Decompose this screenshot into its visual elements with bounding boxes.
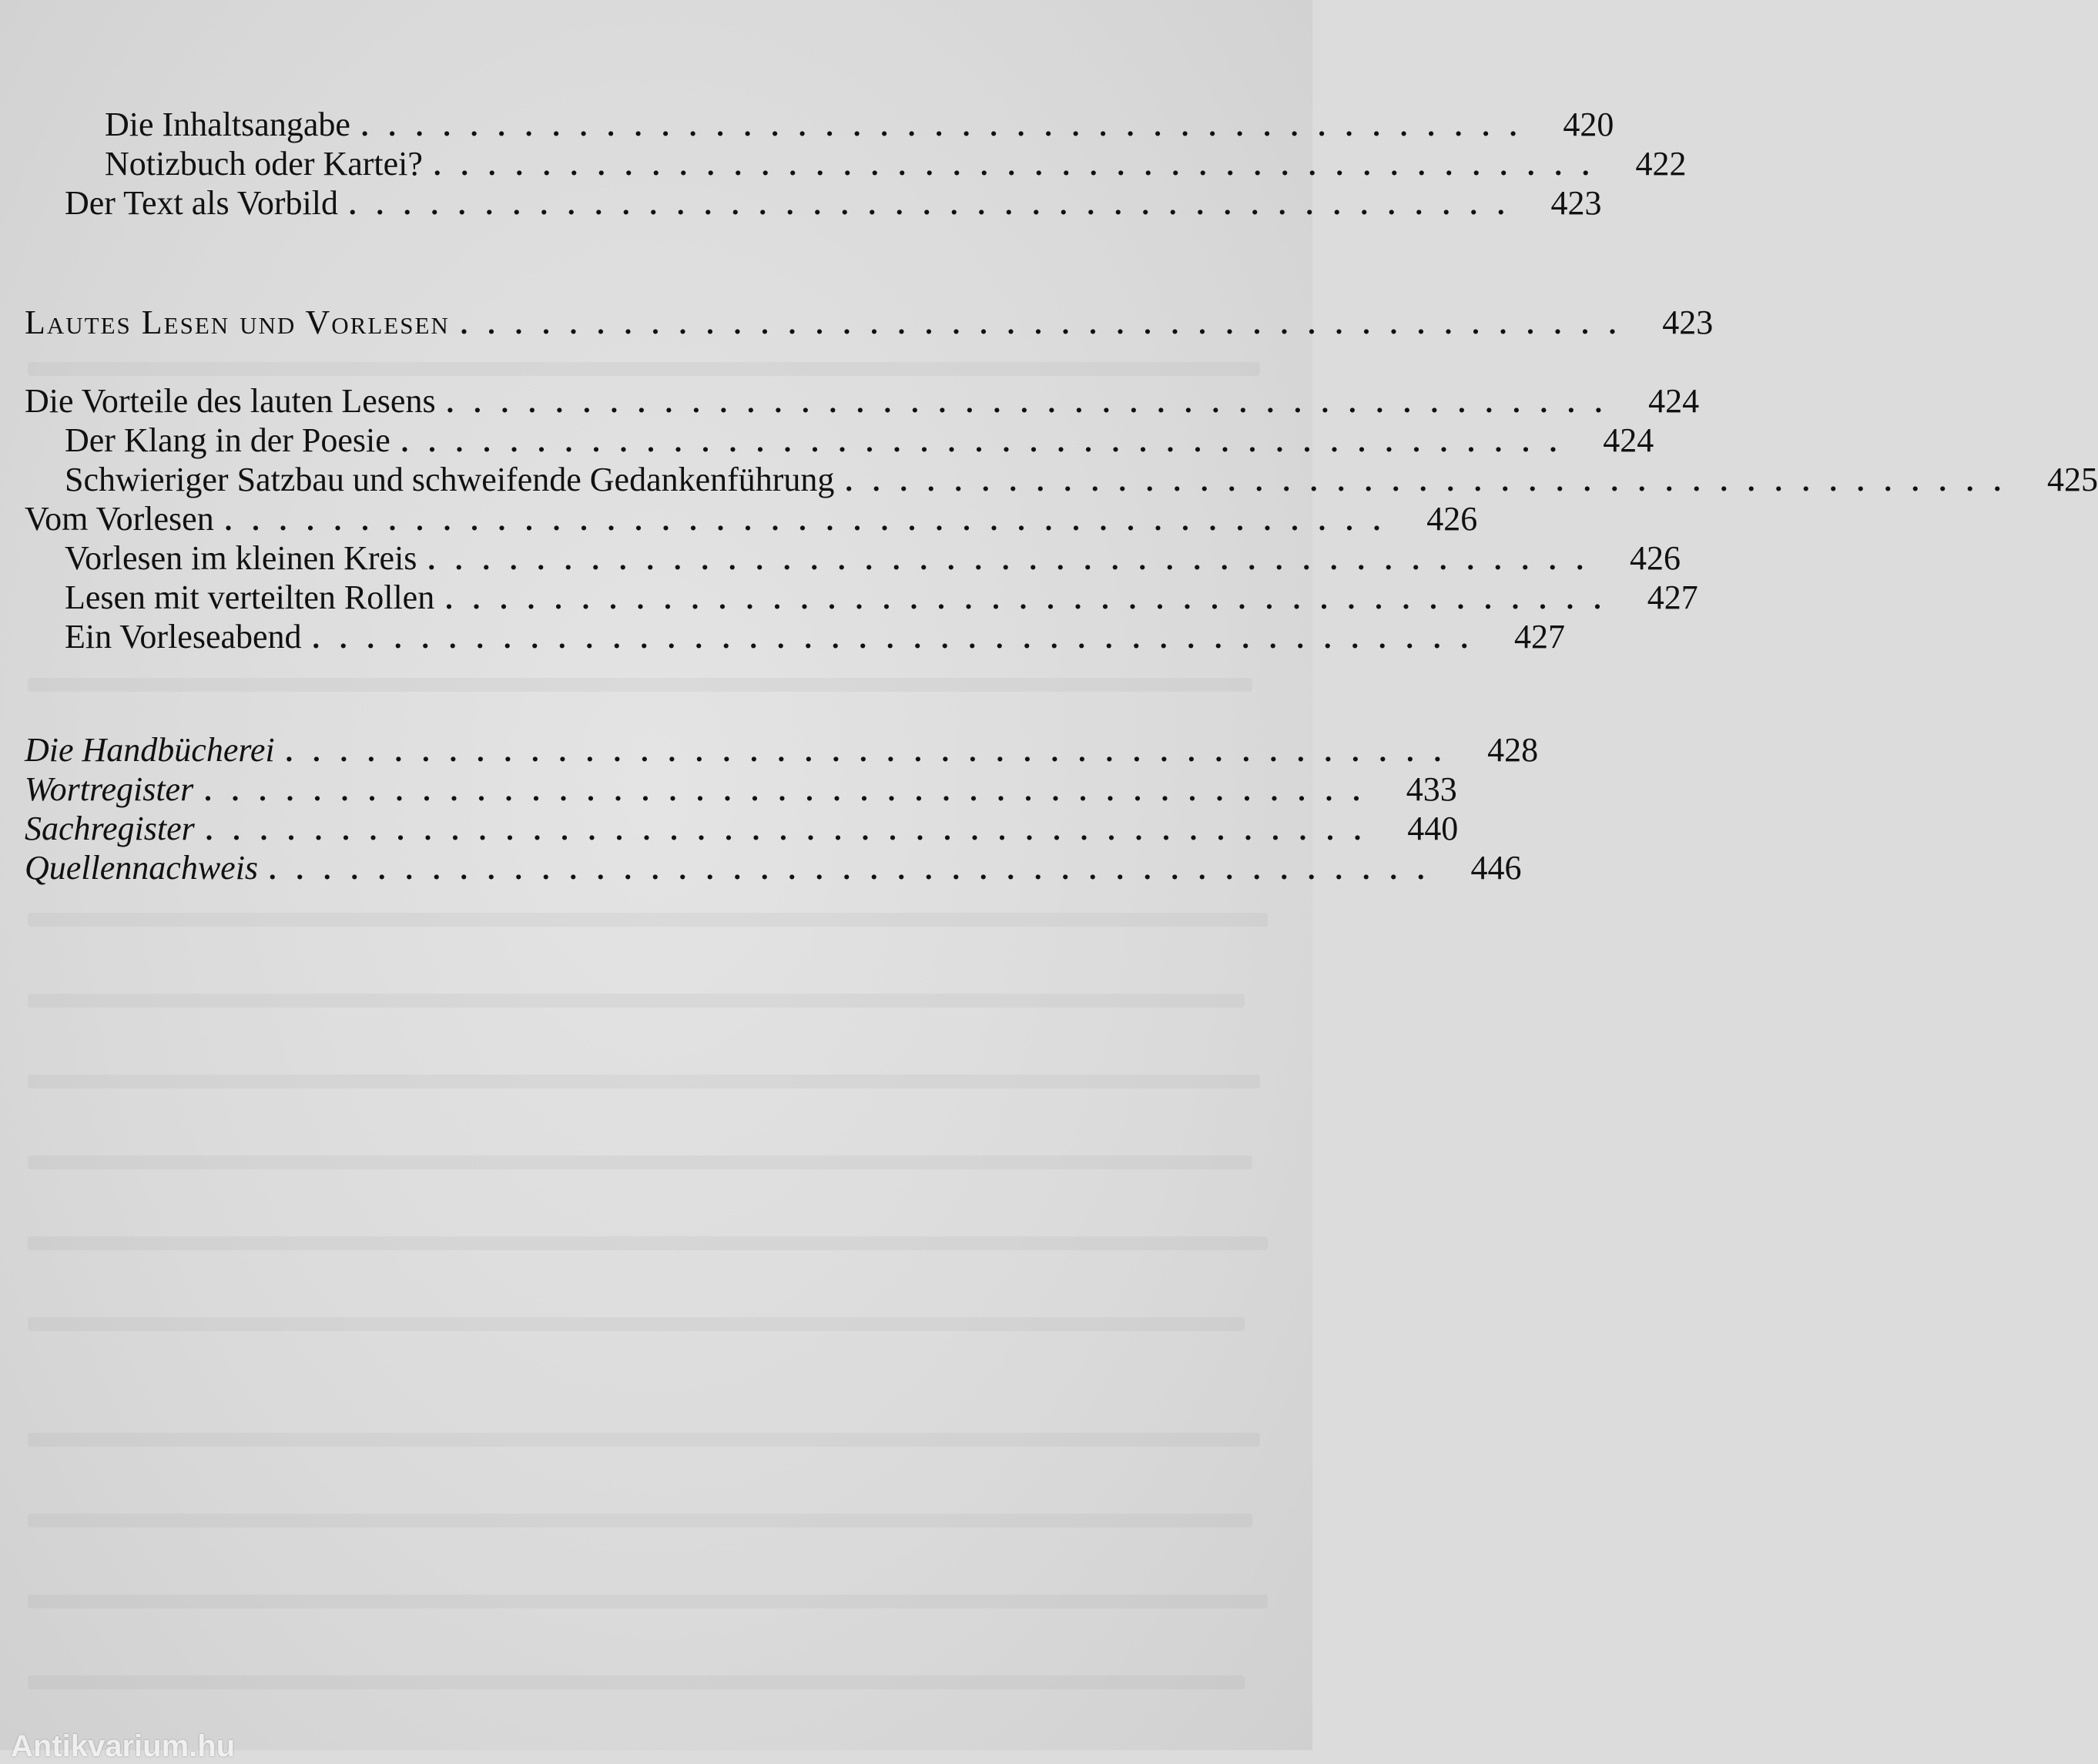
toc-entry-title: Vorlesen im kleinen Kreis — [65, 539, 417, 577]
toc-entry[interactable] — [25, 578, 1698, 617]
toc-entry[interactable] — [25, 809, 1459, 848]
toc-entry[interactable] — [25, 538, 1681, 578]
dot-leader: ........................................... — [205, 814, 1382, 847]
spacer — [25, 656, 1276, 730]
dot-leader: ........................................... — [460, 308, 1637, 340]
toc-page-number: 423 — [1550, 184, 1602, 222]
dot-leader: ........................................... — [427, 544, 1604, 576]
toc-page-number: 423 — [1662, 304, 1714, 341]
section-heading-title: Lautes Lesen und Vorlesen — [25, 304, 450, 341]
dot-leader: ........................................... — [360, 110, 1537, 143]
toc-page-number: 433 — [1406, 770, 1457, 808]
toc-page-number: 425 — [2046, 461, 2098, 498]
spacer — [25, 223, 1276, 303]
toc-entry[interactable] — [25, 848, 1522, 887]
toc-page-number: 426 — [1426, 500, 1478, 538]
toc-page-number: 427 — [1514, 618, 1566, 656]
toc-entry[interactable] — [25, 381, 1700, 421]
toc-entry[interactable] — [25, 183, 1602, 223]
toc-page-number: 428 — [1487, 731, 1539, 769]
toc-section-heading[interactable] — [25, 303, 1714, 342]
toc-entry[interactable] — [25, 460, 2098, 499]
dot-leader: ........................................... — [400, 426, 1577, 458]
toc-entry-title: Die Handbücherei — [25, 731, 275, 769]
toc-entry[interactable] — [25, 499, 1478, 538]
toc-entry-title: Wortregister — [25, 770, 194, 808]
dot-leader: ........................................... — [269, 853, 1445, 886]
toc-page-number: 420 — [1563, 106, 1614, 143]
toc-entry-title: Die Inhaltsangabe — [105, 106, 350, 143]
dot-leader: ........................................... — [845, 465, 2021, 498]
watermark-text: Antikvarium.hu — [11, 1729, 236, 1763]
spacer — [25, 342, 1276, 381]
toc-page-number: 422 — [1635, 145, 1687, 183]
toc-page-number: 424 — [1603, 421, 1654, 459]
toc-page-number: 424 — [1648, 382, 1700, 420]
toc-entry[interactable] — [25, 105, 1614, 144]
dot-leader: ........................................... — [433, 149, 1610, 182]
dot-leader: ........................................... — [312, 622, 1489, 655]
toc-page-number: 427 — [1647, 578, 1698, 616]
toc-entry[interactable] — [25, 617, 1566, 656]
dot-leader: ........................................... — [204, 775, 1380, 807]
toc-entry[interactable] — [25, 421, 1654, 460]
toc-entry-title: Quellennachweis — [25, 849, 259, 887]
dot-leader: ........................................... — [224, 505, 1401, 537]
toc-page-number: 440 — [1407, 810, 1459, 847]
toc-entry-title: Lesen mit verteilten Rollen — [65, 578, 435, 616]
dot-leader: ........................................... — [445, 583, 1621, 615]
toc-entry[interactable] — [25, 730, 1539, 770]
toc-entry[interactable] — [25, 144, 1687, 183]
toc-entry-title: Die Vorteile des lauten Lesens — [25, 382, 436, 420]
toc-entry-title: Notizbuch oder Kartei? — [105, 145, 423, 183]
toc-entry-title: Sachregister — [25, 810, 195, 847]
dot-leader: ........................................... — [446, 387, 1623, 419]
toc-entry-title: Vom Vorlesen — [25, 500, 214, 538]
toc-page-number: 446 — [1470, 849, 1522, 887]
table-of-contents — [25, 105, 2098, 887]
toc-entry[interactable] — [25, 770, 1457, 809]
toc-entry-title: Der Klang in der Poesie — [65, 421, 390, 459]
toc-entry-title: Schwieriger Satzbau und schweifende Gedankenführung — [65, 461, 835, 498]
toc-entry-title: Der Text als Vorbild — [65, 184, 339, 222]
toc-page-number: 426 — [1629, 539, 1681, 577]
dot-leader: ........................................... — [285, 736, 1462, 768]
dot-leader: ........................................... — [349, 189, 1525, 221]
toc-entry-title: Ein Vorleseabend — [65, 618, 302, 656]
